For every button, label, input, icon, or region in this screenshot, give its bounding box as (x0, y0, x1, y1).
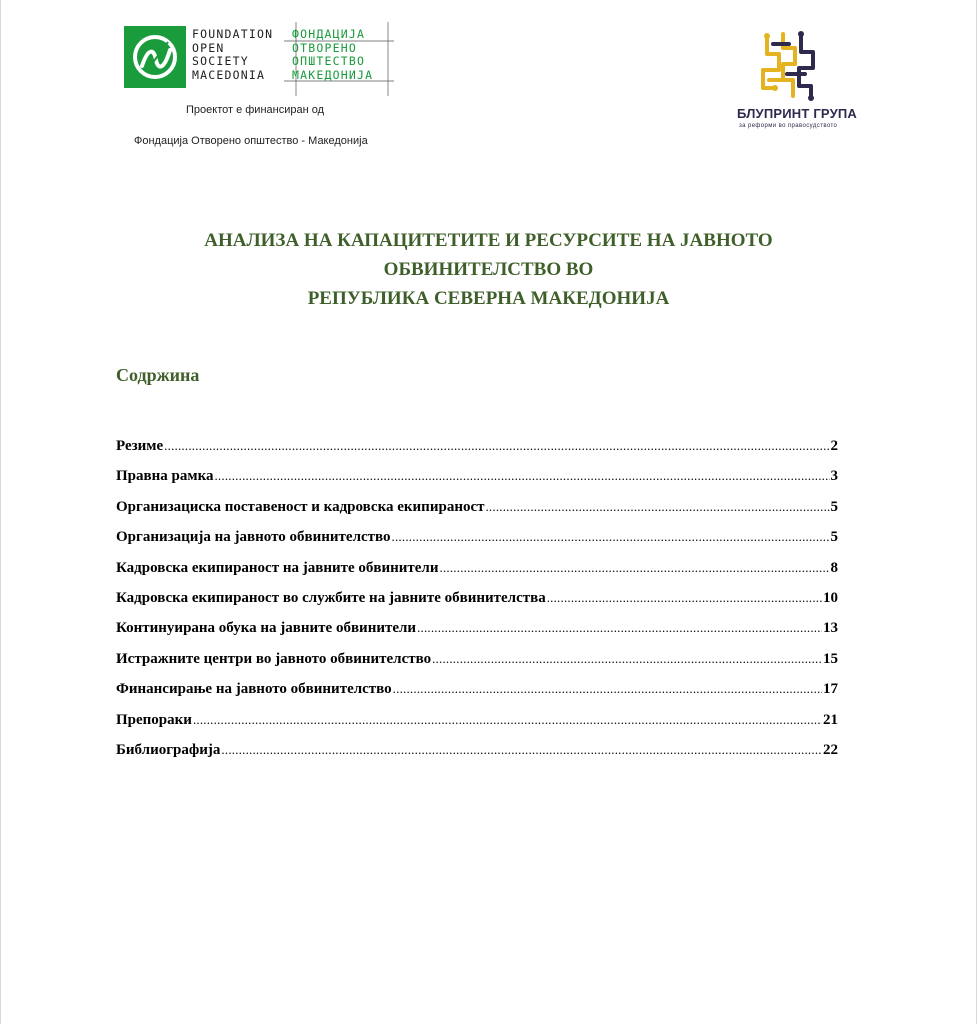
logo-text-mk: МАКЕДОНИЈА (292, 67, 374, 82)
toc-entry-page: 13 (823, 620, 838, 637)
funded-by-line: Проектот е финансиран од (186, 104, 325, 116)
toc-entry-label: Библиографија (116, 741, 221, 758)
toc-leader-dots (193, 712, 822, 728)
toc-entry-label: Кадровска екипираност во службите на јавните обвинителства (116, 589, 546, 606)
logo-text-mk: ОПШТЕСТВО (292, 54, 366, 68)
toc-entry[interactable] (116, 468, 838, 498)
toc-leader-dots (164, 438, 829, 454)
table-of-contents (116, 438, 838, 772)
foundation-emblem-icon (124, 26, 186, 88)
foundation-logo-text (192, 28, 373, 82)
toc-entry-page: 22 (823, 741, 838, 758)
logo-text-en: SOCIETY (192, 54, 249, 68)
toc-entry[interactable] (116, 499, 838, 529)
toc-entry-label: Истражните центри во јавното обвинителство (116, 650, 432, 667)
toc-entry-page: 2 (830, 438, 838, 454)
toc-leader-dots (214, 468, 829, 484)
logo-text-en: MACEDONIA (192, 67, 266, 82)
toc-entry-page: 5 (830, 529, 838, 546)
foundation-logo (124, 22, 394, 92)
blueprint-emblem-icon (753, 30, 825, 102)
toc-leader-dots (440, 560, 830, 576)
foundation-logo-mark (124, 26, 186, 88)
funder-name-line: Фондација Отворено општество - Македонија (134, 135, 368, 147)
toc-leader-dots (221, 742, 822, 758)
page-edge (0, 0, 1, 1024)
title-line: АНАЛИЗА НА КАПАЦИТЕТИТЕ И РЕСУРСИТЕ НА ЈАВНОТО (204, 230, 773, 251)
toc-leader-dots (392, 529, 830, 545)
toc-entry[interactable] (116, 742, 838, 772)
toc-leader-dots (485, 499, 829, 515)
toc-entry-label: Финансирање на јавното обвинителство (116, 681, 392, 698)
toc-leader-dots (393, 681, 822, 697)
contents-heading: Содржина (116, 365, 200, 385)
logo-text-en: FOUNDATION (192, 27, 274, 41)
toc-entry[interactable] (116, 590, 838, 620)
toc-entry[interactable] (116, 681, 838, 711)
blueprint-logo (735, 30, 858, 130)
toc-entry-page: 21 (823, 711, 838, 728)
toc-leader-dots (417, 620, 822, 636)
toc-entry-label: Кадровска екипираност на јавните обвинители (116, 559, 439, 576)
toc-entry-page: 10 (823, 589, 838, 606)
logo-text-mk: ОТВОРЕНО (292, 40, 357, 55)
toc-entry[interactable] (116, 560, 838, 590)
toc-entry-label: Резиме (116, 438, 164, 454)
title-line: ОБВИНИТЕЛСТВО ВО (383, 259, 594, 280)
toc-entry-label: Препораки (116, 711, 192, 728)
document-title (120, 226, 857, 313)
toc-entry[interactable] (116, 438, 838, 468)
toc-entry-page: 5 (830, 498, 838, 515)
toc-entry-page: 8 (830, 559, 838, 576)
toc-entry-page: 15 (823, 650, 838, 667)
toc-entry[interactable] (116, 712, 838, 742)
toc-entry[interactable] (116, 651, 838, 681)
toc-entry-page: 17 (823, 681, 838, 698)
logo-text-mk: ФОНДАЦИЈА (292, 27, 366, 41)
toc-entry[interactable] (116, 620, 838, 650)
toc-entry-label: Организациска поставеност и кадровска екипираност (116, 498, 485, 515)
toc-leader-dots (547, 590, 822, 606)
toc-entry-page: 3 (830, 468, 838, 485)
blueprint-logo-name: БЛУПРИНТ ГРУПА (737, 106, 858, 121)
blueprint-logo-tagline: за реформи во правосудството (739, 123, 838, 129)
toc-entry[interactable] (116, 529, 838, 559)
toc-entry-label: Правна рамка (116, 468, 214, 485)
toc-leader-dots (432, 651, 822, 667)
toc-entry-label: Континуирана обука на јавните обвинители (116, 620, 417, 637)
title-line: РЕПУБЛИКА СЕВЕРНА МАКЕДОНИЈА (307, 288, 670, 309)
logo-text-en: OPEN (192, 40, 225, 55)
toc-entry-label: Организација на јавното обвинителство (116, 529, 391, 546)
